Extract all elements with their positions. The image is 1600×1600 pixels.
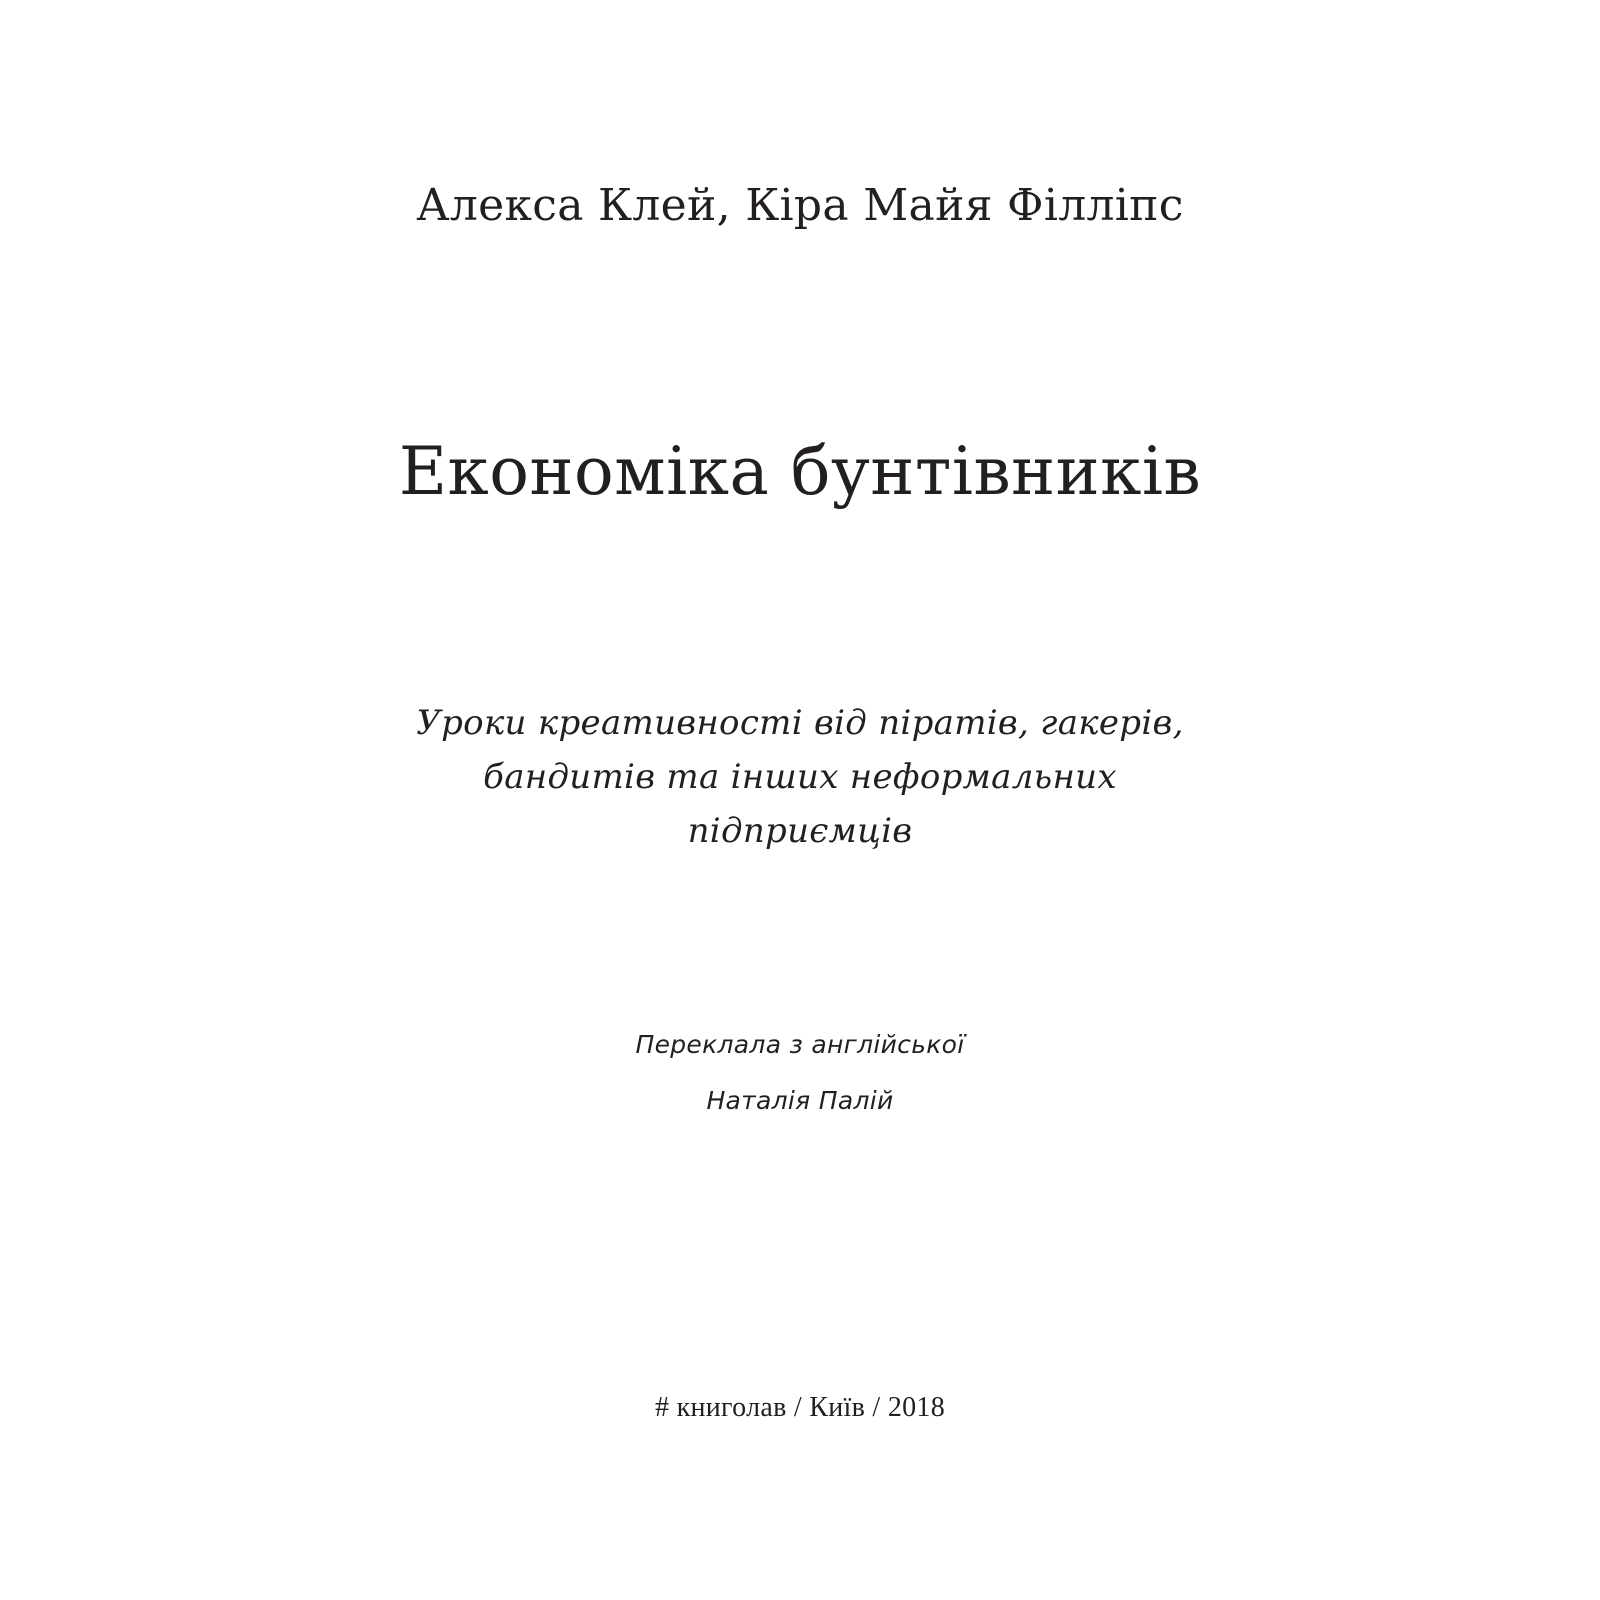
publisher-imprint: # книголав / Київ / 2018 (654, 1392, 946, 1423)
subtitle-line: Уроки креативності від піратів, гакерів, (416, 703, 1184, 743)
book-title: Економіка бунтівників (398, 433, 1202, 510)
translator-name: Наталія Палій (706, 1086, 894, 1115)
subtitle-line: бандитів та інших неформальних (483, 757, 1117, 797)
book-authors: Алекса Клей, Кіра Майя Філліпс (416, 180, 1184, 231)
translator-label: Переклала з англійської (635, 1030, 965, 1059)
subtitle-line: підприємців (687, 811, 913, 851)
